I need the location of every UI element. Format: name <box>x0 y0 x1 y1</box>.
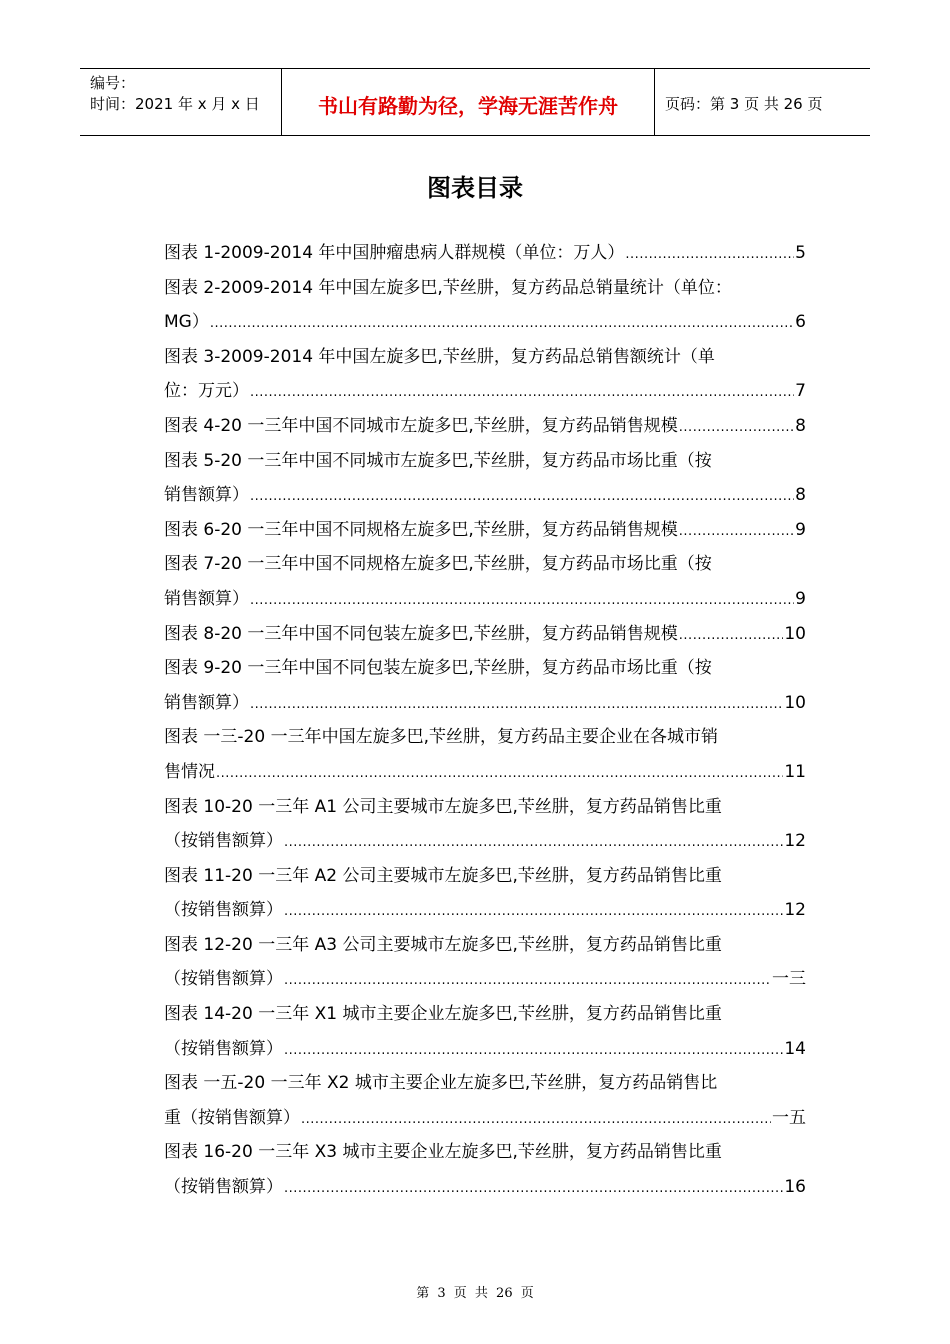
page-title: 图表目录 <box>427 174 523 202</box>
header-motto: 书山有路勤为径，学海无涯苦作舟 <box>282 69 655 135</box>
toc-entry-line[interactable] <box>164 1066 806 1101</box>
toc-leader-dots <box>250 480 794 513</box>
toc-entry-line[interactable] <box>164 271 806 306</box>
toc-entry-text: 售情况 <box>164 761 215 782</box>
header-meta <box>80 69 282 135</box>
toc-page-number: 一五 <box>772 1107 806 1128</box>
toc-page-number: 11 <box>784 761 806 782</box>
page-header <box>80 68 870 136</box>
toc-entry-text: 销售额算） <box>164 692 249 713</box>
toc-entry-text: 图表 12-20 一三年 A3 公司主要城市左旋多巴,苄丝肼，复方药品销售比重 <box>164 934 722 955</box>
toc-page-number: 9 <box>795 588 806 609</box>
page-footer: 第 3 页 共 26 页 <box>416 1286 534 1301</box>
header-page-number: 页码：第 3 页 共 26 页 <box>665 94 823 113</box>
toc-entry-line[interactable] <box>164 1032 806 1067</box>
toc-entry-line[interactable] <box>164 1135 806 1170</box>
toc-entry-line[interactable] <box>164 997 806 1032</box>
toc-page-number: 10 <box>784 623 806 644</box>
toc-leader-dots <box>284 1034 783 1067</box>
toc-leader-dots <box>679 515 794 548</box>
toc-entry-text: 图表 9-20 一三年中国不同包装左旋多巴,苄丝肼，复方药品市场比重（按 <box>164 658 712 679</box>
toc-page-number: 10 <box>784 692 806 713</box>
document-number-label: 编号： <box>90 74 136 92</box>
toc-leader-dots <box>250 584 794 617</box>
toc-entry-line[interactable] <box>164 374 806 409</box>
toc-entry-text: （按销售额算） <box>164 900 283 921</box>
toc-entry-line[interactable] <box>164 513 806 548</box>
toc-entry-text: 销售额算） <box>164 588 249 609</box>
toc-entry-text: 图表 8-20 一三年中国不同包装左旋多巴,苄丝肼，复方药品销售规模 <box>164 623 678 644</box>
toc-entry-text: 图表 4-20 一三年中国不同城市左旋多巴,苄丝肼，复方药品销售规模 <box>164 415 678 436</box>
toc-entry-line[interactable] <box>164 893 806 928</box>
toc-entry-text: 图表 5-20 一三年中国不同城市左旋多巴,苄丝肼，复方药品市场比重（按 <box>164 450 712 471</box>
toc-page-number: 16 <box>784 1177 806 1198</box>
toc-page-number: 5 <box>795 243 806 263</box>
toc-page-number: 7 <box>795 381 806 402</box>
document-date-label: 时间：2021 年 x 月 x 日 <box>90 95 260 113</box>
toc-leader-dots <box>284 826 783 859</box>
toc-entry-text: 图表 1-2009-2014 年中国肿瘤患病人群规模（单位：万人） <box>164 243 625 263</box>
toc-entry-line[interactable] <box>164 651 806 686</box>
toc-entry-text: 图表 2-2009-2014 年中国左旋多巴,苄丝肼，复方药品总销量统计（单位： <box>164 277 732 298</box>
toc-entry-line[interactable] <box>164 582 806 617</box>
toc-leader-dots <box>250 688 783 721</box>
toc-entry-line[interactable] <box>164 824 806 859</box>
toc-leader-dots <box>301 1103 771 1136</box>
toc-page-number: 12 <box>784 831 806 852</box>
toc-entry-line[interactable] <box>164 340 806 375</box>
toc-entry-line[interactable] <box>164 547 806 582</box>
toc-leader-dots <box>625 238 794 271</box>
toc-leader-dots <box>284 895 783 928</box>
toc-page-number: 14 <box>784 1038 806 1059</box>
toc-entry-text: 销售额算） <box>164 485 249 506</box>
toc-leader-dots <box>210 307 794 340</box>
toc-leader-dots <box>679 411 794 444</box>
toc-entry-text: 图表 一三-20 一三年中国左旋多巴,苄丝肼，复方药品主要企业在各城市销 <box>164 727 718 748</box>
toc-entry-text: （按销售额算） <box>164 1177 283 1198</box>
toc-page-number: 6 <box>795 312 806 333</box>
toc-entry-line[interactable] <box>164 755 806 790</box>
toc-entry-line[interactable] <box>164 617 806 652</box>
toc-entry-line[interactable] <box>164 928 806 963</box>
toc-page-number: 8 <box>795 415 806 436</box>
toc-entry-text: 位：万元） <box>164 381 249 402</box>
toc-page-number: 12 <box>784 900 806 921</box>
toc-entry-text: 图表 3-2009-2014 年中国左旋多巴,苄丝肼，复方药品总销售额统计（单 <box>164 346 715 367</box>
toc-entry-text: 图表 10-20 一三年 A1 公司主要城市左旋多巴,苄丝肼，复方药品销售比重 <box>164 796 722 817</box>
toc-entry-text: （按销售额算） <box>164 1038 283 1059</box>
toc-entry-text: 图表 一五-20 一三年 X2 城市主要企业左旋多巴,苄丝肼，复方药品销售比 <box>164 1073 718 1094</box>
toc-entry-text: （按销售额算） <box>164 831 283 852</box>
toc-leader-dots <box>284 964 771 997</box>
toc-leader-dots <box>284 1172 783 1205</box>
toc-entry-text: 图表 7-20 一三年中国不同规格左旋多巴,苄丝肼，复方药品市场比重（按 <box>164 554 712 575</box>
toc-entry-line[interactable] <box>164 962 806 997</box>
toc-entry-line[interactable] <box>164 1101 806 1136</box>
toc-entry-text: 图表 14-20 一三年 X1 城市主要企业左旋多巴,苄丝肼，复方药品销售比重 <box>164 1004 722 1025</box>
toc-entry-text: MG） <box>164 312 209 333</box>
toc-entry-line[interactable] <box>164 444 806 479</box>
toc-entry-text: 图表 16-20 一三年 X3 城市主要企业左旋多巴,苄丝肼，复方药品销售比重 <box>164 1142 722 1163</box>
toc-entry-line[interactable] <box>164 305 806 340</box>
toc-entry-line[interactable] <box>164 1170 806 1205</box>
toc-entry-line[interactable] <box>164 409 806 444</box>
toc-leader-dots <box>250 376 794 409</box>
table-of-figures <box>164 236 806 1205</box>
toc-entry-line[interactable] <box>164 859 806 894</box>
toc-leader-dots <box>679 619 784 652</box>
toc-entry-line[interactable] <box>164 686 806 721</box>
toc-page-number: 一三 <box>772 969 806 990</box>
toc-entry-text: 图表 6-20 一三年中国不同规格左旋多巴,苄丝肼，复方药品销售规模 <box>164 519 678 540</box>
toc-leader-dots <box>216 757 783 790</box>
toc-entry-text: 图表 11-20 一三年 A2 公司主要城市左旋多巴,苄丝肼，复方药品销售比重 <box>164 865 722 886</box>
toc-entry-text: 重（按销售额算） <box>164 1107 300 1128</box>
toc-entry-line[interactable] <box>164 720 806 755</box>
toc-entry-line[interactable] <box>164 236 806 271</box>
toc-entry-line[interactable] <box>164 790 806 825</box>
toc-entry-line[interactable] <box>164 478 806 513</box>
toc-page-number: 9 <box>795 519 806 540</box>
toc-entry-text: （按销售额算） <box>164 969 283 990</box>
toc-page-number: 8 <box>795 485 806 506</box>
